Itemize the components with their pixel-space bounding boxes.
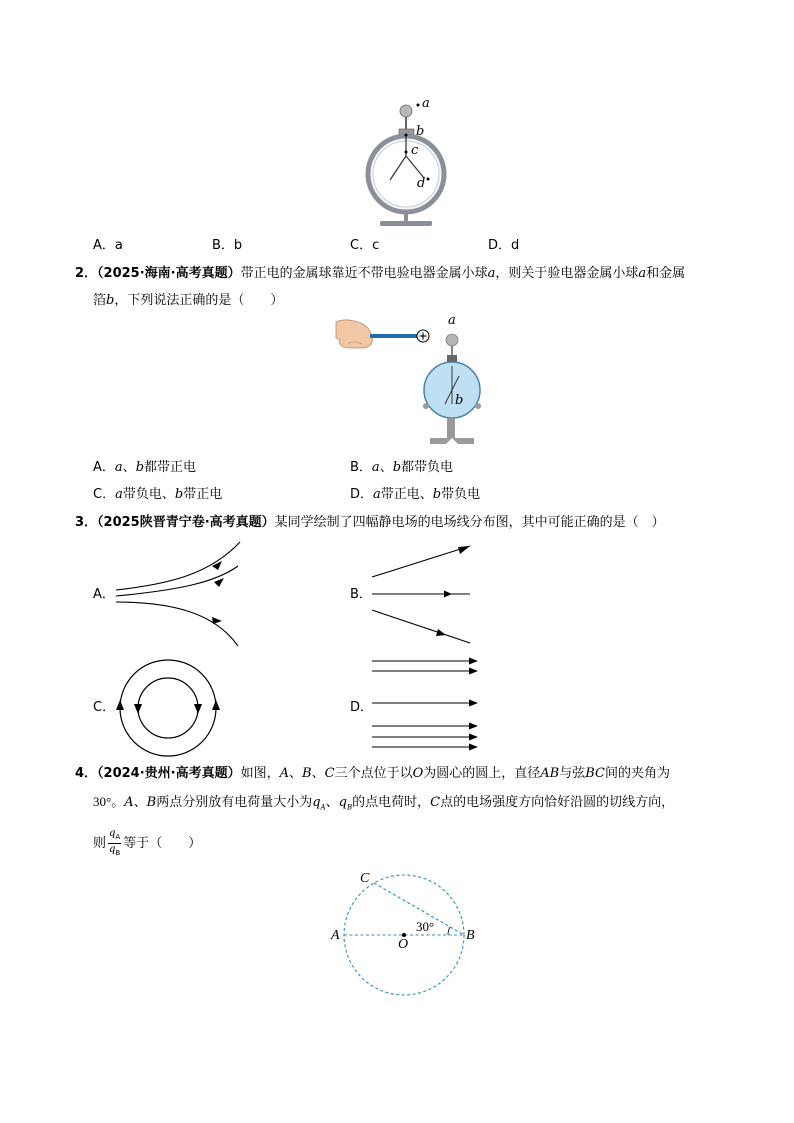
q4-var: O <box>412 766 424 781</box>
q2-option-letter: B． <box>350 460 372 475</box>
q3-figure-b <box>370 540 480 650</box>
q4-text: 、 <box>325 795 339 810</box>
q3-figure-d <box>370 654 482 754</box>
q2-option-text: 、 <box>122 460 136 475</box>
q3-option-a[interactable]: A． <box>93 587 115 602</box>
q4-text: 间的夹角为 <box>604 766 670 781</box>
q4-stem-line3 <box>93 828 201 859</box>
q1-option-a[interactable]: A．a <box>93 238 123 253</box>
field-arrow <box>458 546 470 554</box>
q2-text: 箔 <box>93 293 107 308</box>
q4-var: q <box>338 795 347 810</box>
q4-text: 为圆心的圆上，直径 <box>423 766 541 781</box>
q2-var-b: b <box>106 293 115 308</box>
q3-number: 3． <box>75 515 98 530</box>
q4-text: 三个点位于以 <box>334 766 413 781</box>
q2-option-b[interactable] <box>350 460 453 476</box>
q2-label-b: b <box>455 393 464 408</box>
q2-option-text: 都带正电 <box>144 460 197 475</box>
field-arrow <box>212 700 220 710</box>
q4-text: 则 <box>93 836 107 851</box>
q2-option-text: 带负电、 <box>122 487 175 502</box>
q4-subscript: B <box>346 803 353 812</box>
q3-option-d[interactable]: D． <box>350 700 374 715</box>
q1-label-b: b <box>416 124 425 139</box>
q2-option-text: 带负电 <box>441 487 481 502</box>
q4-subscript: A <box>320 803 326 812</box>
q4-var: q <box>109 844 116 855</box>
q2-var-b: b <box>174 487 184 502</box>
q2-text: ，则关于验电器金属小球 <box>495 266 639 281</box>
q2-option-c[interactable] <box>93 487 222 503</box>
q2-var-b: b <box>392 460 402 475</box>
q4-label-b: B <box>466 928 475 943</box>
q3-text: 某同学绘制了四幅静电场的电场线分布图，其中可能正确的是（ ） <box>274 515 665 530</box>
q2-electroscope-figure <box>334 314 494 452</box>
q4-number: 4． <box>75 766 98 781</box>
q2-var-b: b <box>432 487 442 502</box>
q4-label-o: O <box>398 937 409 952</box>
field-arrow <box>116 700 124 710</box>
q2-option-d[interactable] <box>350 487 480 503</box>
q2-stem-line1 <box>75 266 685 282</box>
field-arrow <box>134 704 142 714</box>
q4-label-c: C <box>360 871 370 886</box>
q4-label-a: A <box>331 928 340 943</box>
q3-option-c[interactable]: C． <box>93 700 116 715</box>
q3-figure-a <box>110 538 250 650</box>
q2-var-a: a <box>371 460 380 475</box>
field-arrow <box>444 591 452 598</box>
q2-number: 2． <box>75 266 98 281</box>
q4-var: B <box>146 795 157 810</box>
q4-var: q <box>109 828 116 839</box>
q4-text: 与弦 <box>559 766 586 781</box>
q4-var: AB <box>540 766 560 781</box>
field-arrow <box>214 578 224 587</box>
q4-text: 、 <box>289 766 303 781</box>
q4-subscript: A <box>115 833 121 841</box>
field-arrow <box>469 668 478 675</box>
q4-var: A <box>124 795 134 810</box>
q4-text: 如图， <box>240 766 280 781</box>
q2-option-text: 、 <box>379 460 393 475</box>
q2-option-letter: C． <box>93 487 116 502</box>
q2-stem-line2 <box>93 293 283 309</box>
q4-stem-line2 <box>93 794 674 816</box>
field-arrow <box>469 723 478 730</box>
q4-label-angle: 30° <box>416 919 435 934</box>
q2-var-a: a <box>115 487 123 502</box>
field-arrow <box>469 658 478 665</box>
q1-option-c[interactable]: C．c <box>350 238 380 253</box>
field-arrow <box>469 734 478 741</box>
q2-option-letter: A． <box>93 460 115 475</box>
q4-text: 。 <box>111 795 125 810</box>
field-arrow <box>194 704 202 714</box>
field-arrow <box>469 700 478 707</box>
q2-label-a: a <box>448 313 456 328</box>
q4-angle: 30° <box>93 794 112 809</box>
q4-text: 两点分别放有电荷量大小为 <box>156 795 313 810</box>
q4-text: 、 <box>311 766 325 781</box>
field-arrow <box>212 617 222 624</box>
q4-subscript: B <box>115 849 121 857</box>
q4-text: 、 <box>133 795 147 810</box>
q2-option-a[interactable] <box>93 460 196 476</box>
q4-source: （2024·贵州·高考真题） <box>97 766 241 781</box>
q1-electroscope-figure <box>360 96 460 232</box>
q4-text: 等于（ ） <box>123 836 202 851</box>
q3-figure-c <box>112 656 224 768</box>
q1-label-d: d <box>417 176 426 191</box>
q2-var-b: b <box>135 460 145 475</box>
q4-text: 点的电场强度方向恰好沿圆的切线方向， <box>440 795 675 810</box>
q4-text: 的点电荷时， <box>352 795 431 810</box>
q1-option-b[interactable]: B．b <box>212 238 243 253</box>
field-arrow <box>436 629 446 636</box>
q2-text: 带正电的金属球靠近不带电验电器金属小球 <box>240 266 488 281</box>
q2-option-letter: D． <box>350 487 374 502</box>
q4-stem-line1 <box>75 766 670 782</box>
q4-fraction <box>108 828 121 859</box>
q3-option-b[interactable]: B． <box>350 587 372 602</box>
q4-var: A <box>279 766 290 781</box>
q2-text: ，下列说法正确的是（ ） <box>114 293 284 308</box>
q2-var-a: a <box>487 266 496 281</box>
q2-var-a: a <box>114 460 123 475</box>
q1-label-a: a <box>422 96 430 111</box>
q2-var-a: a <box>373 487 381 502</box>
q4-var: C <box>324 766 335 781</box>
q2-option-text: 带正电、 <box>380 487 433 502</box>
q4-var: B <box>302 766 312 781</box>
q2-option-text: 带正电 <box>183 487 223 502</box>
q2-source: （2025·海南·高考真题） <box>97 266 241 281</box>
q2-text: 和金属 <box>646 266 686 281</box>
q2-option-text: 都带负电 <box>401 460 454 475</box>
field-arrow <box>469 744 478 751</box>
q4-var: C <box>430 795 441 810</box>
q4-var: BC <box>585 766 605 781</box>
q2-var-a: a <box>638 266 647 281</box>
q4-var: q <box>312 795 321 810</box>
q1-option-d[interactable]: D．d <box>488 238 520 253</box>
field-arrow <box>212 561 222 570</box>
q3-stem <box>75 515 665 531</box>
q1-label-c: c <box>411 143 419 158</box>
q3-source: （2025陕晋青宁卷·高考真题） <box>97 515 275 530</box>
